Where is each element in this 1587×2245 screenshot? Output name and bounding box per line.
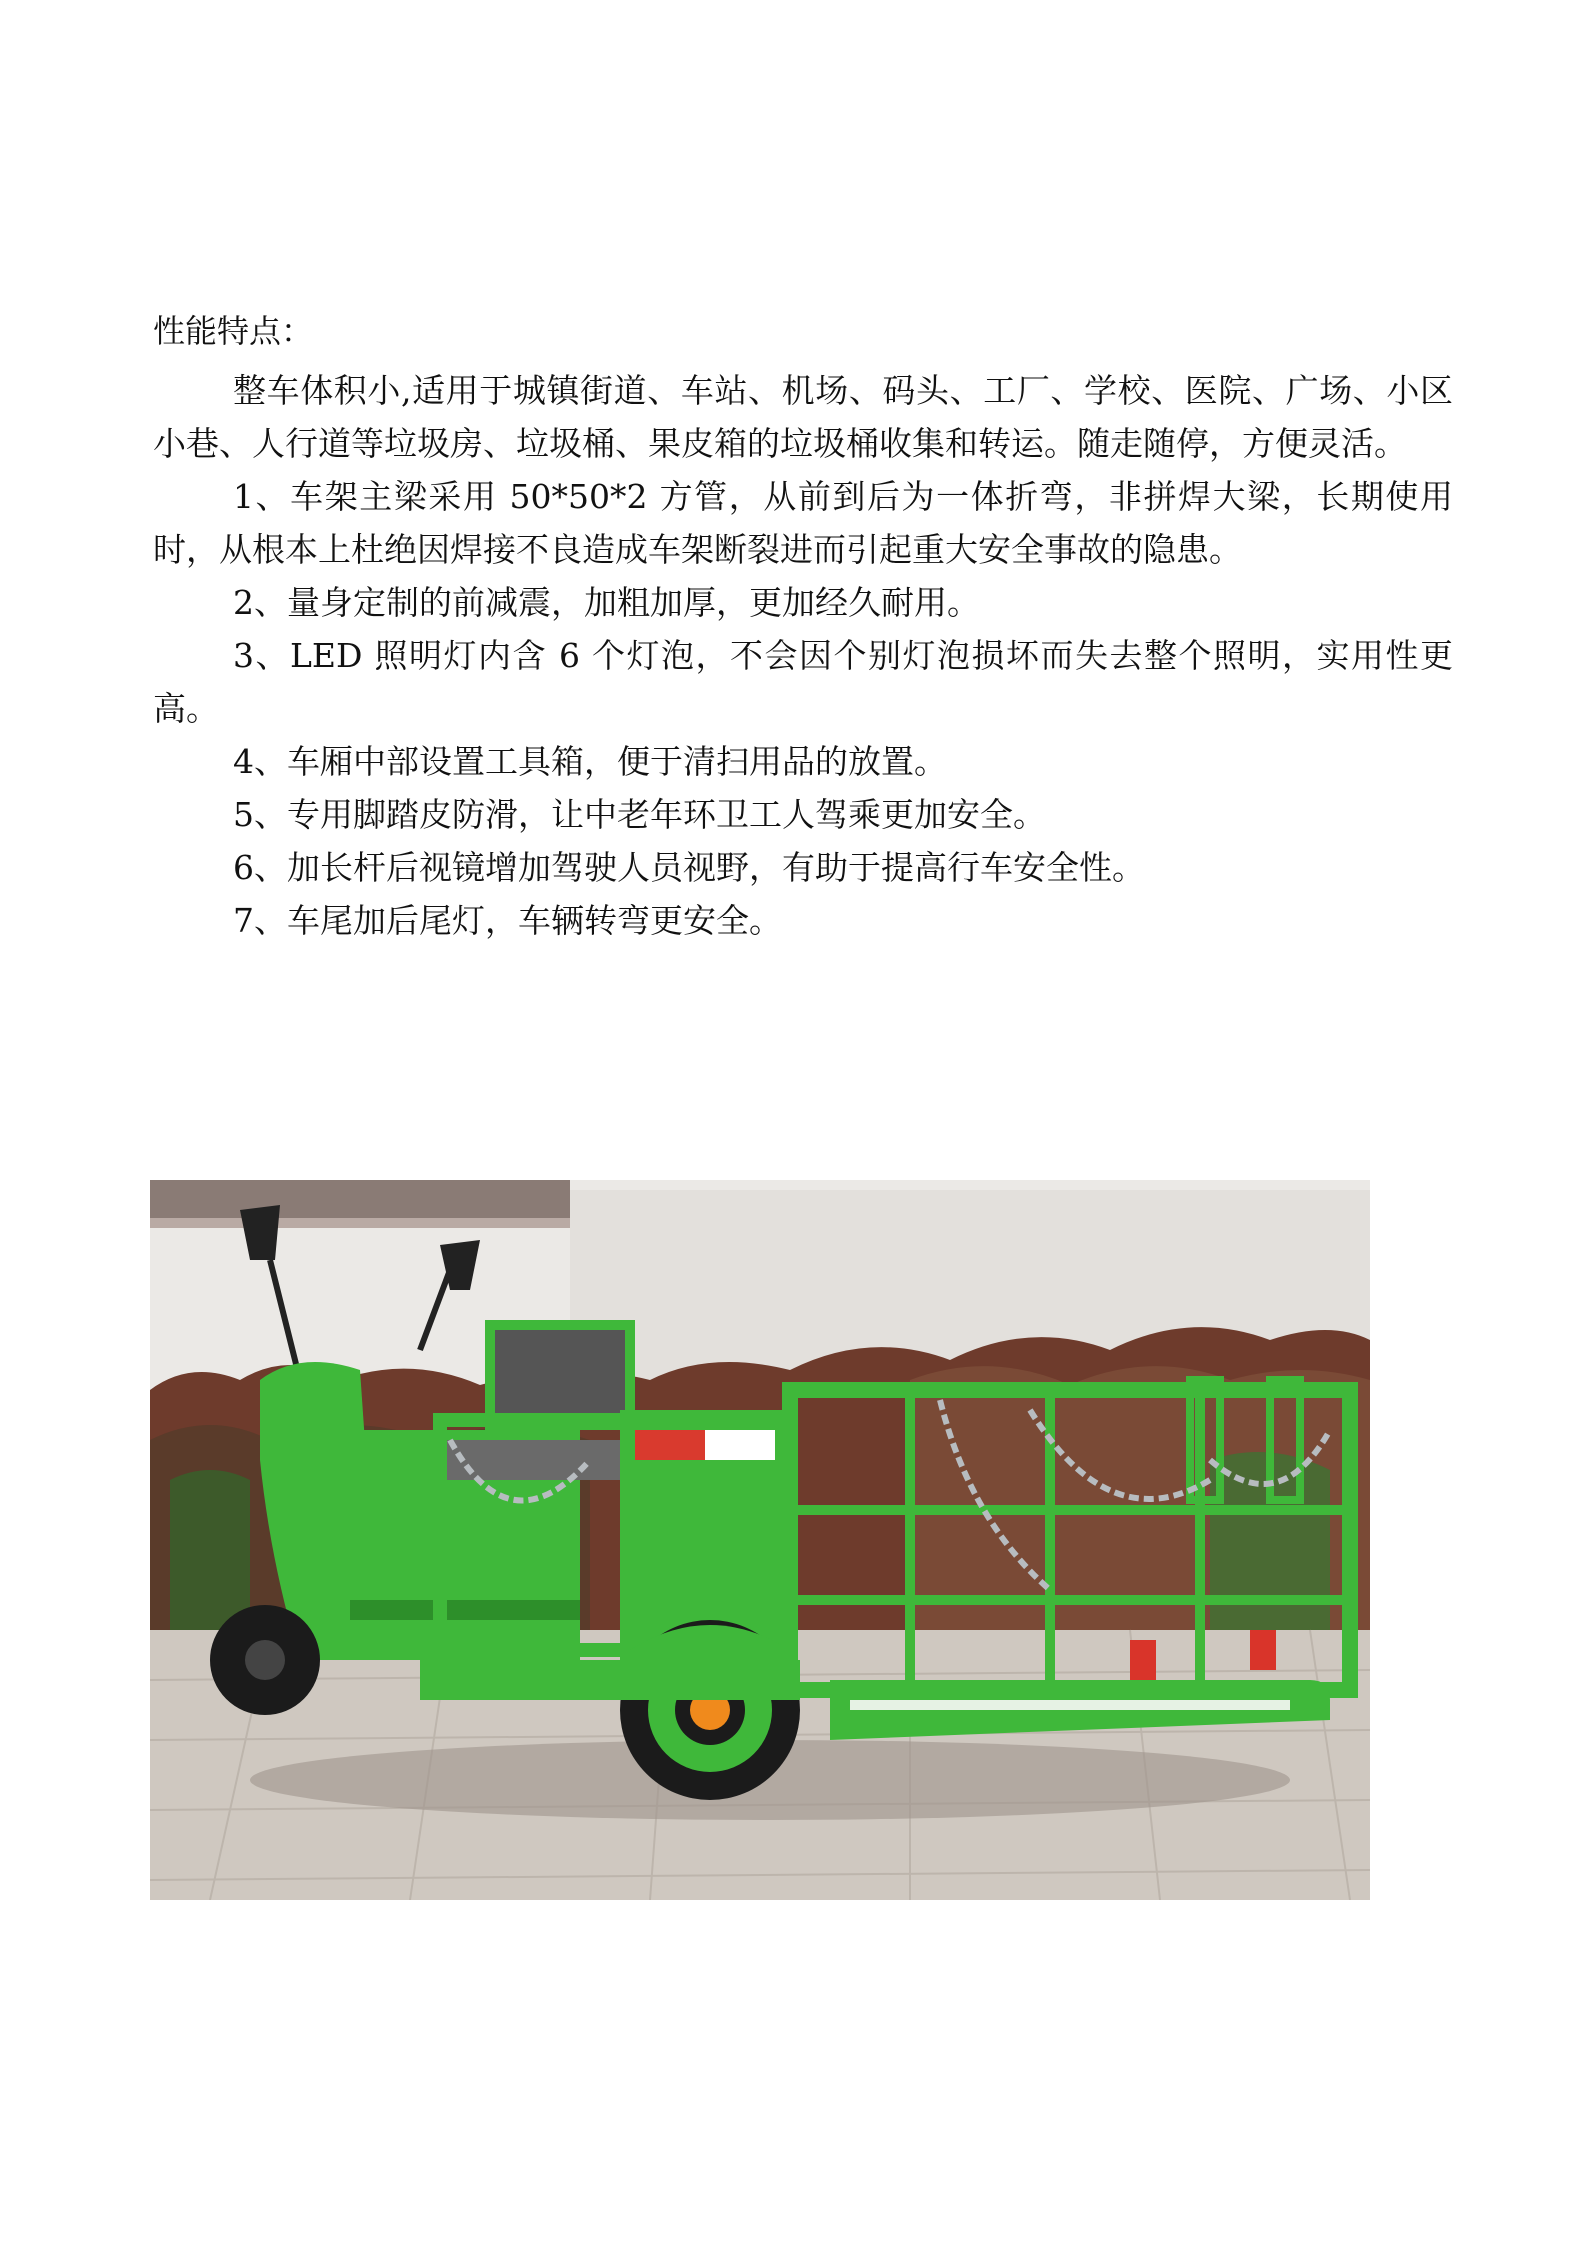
vehicle-photo xyxy=(150,1180,1370,1900)
feature-item-1: 1、车架主梁采用 50*50*2 方管，从前到后为一体折弯，非拼焊大梁，长期使用时，从根本上杜绝因焊接不良造成车架断裂进而引起重大安全事故的隐患。 xyxy=(153,477,1453,569)
feature-item-4: 4、车厢中部设置工具箱，便于清扫用品的放置。 xyxy=(233,742,947,781)
roof-edge xyxy=(150,1180,570,1220)
front-platform xyxy=(420,1660,800,1700)
feature-item-7: 7、车尾加后尾灯，车辆转弯更安全。 xyxy=(233,901,782,940)
tail-light-left xyxy=(1130,1640,1156,1680)
feature-item-6: 6、加长杆后视镜增加驾驶人员视野，有助于提高行车安全性。 xyxy=(233,848,1145,887)
tail-light-right xyxy=(1250,1630,1276,1670)
electric-tricycle-image xyxy=(150,1180,1370,1900)
seat xyxy=(440,1440,630,1480)
document-body xyxy=(153,306,1453,947)
seat-backrest xyxy=(495,1330,625,1425)
feature-item-5: 5、专用脚踏皮防滑，让中老年环卫工人驾乘更加安全。 xyxy=(233,795,1046,834)
intro-paragraph: 整车体积小,适用于城镇街道、车站、机场、码头、工厂、学校、医院、广场、小区小巷、人行道等垃圾房、垃圾桶、果皮箱的垃圾桶收集和转运。随走随停，方便灵活。 xyxy=(153,371,1453,463)
section-heading: 性能特点： xyxy=(153,312,314,350)
feature-item-3: 3、LED 照明灯内含 6 个灯泡，不会因个别灯泡损坏而失去整个照明，实用性更高。 xyxy=(153,636,1453,728)
feature-item-2: 2、量身定制的前减震，加粗加厚，更加经久耐用。 xyxy=(233,583,980,622)
